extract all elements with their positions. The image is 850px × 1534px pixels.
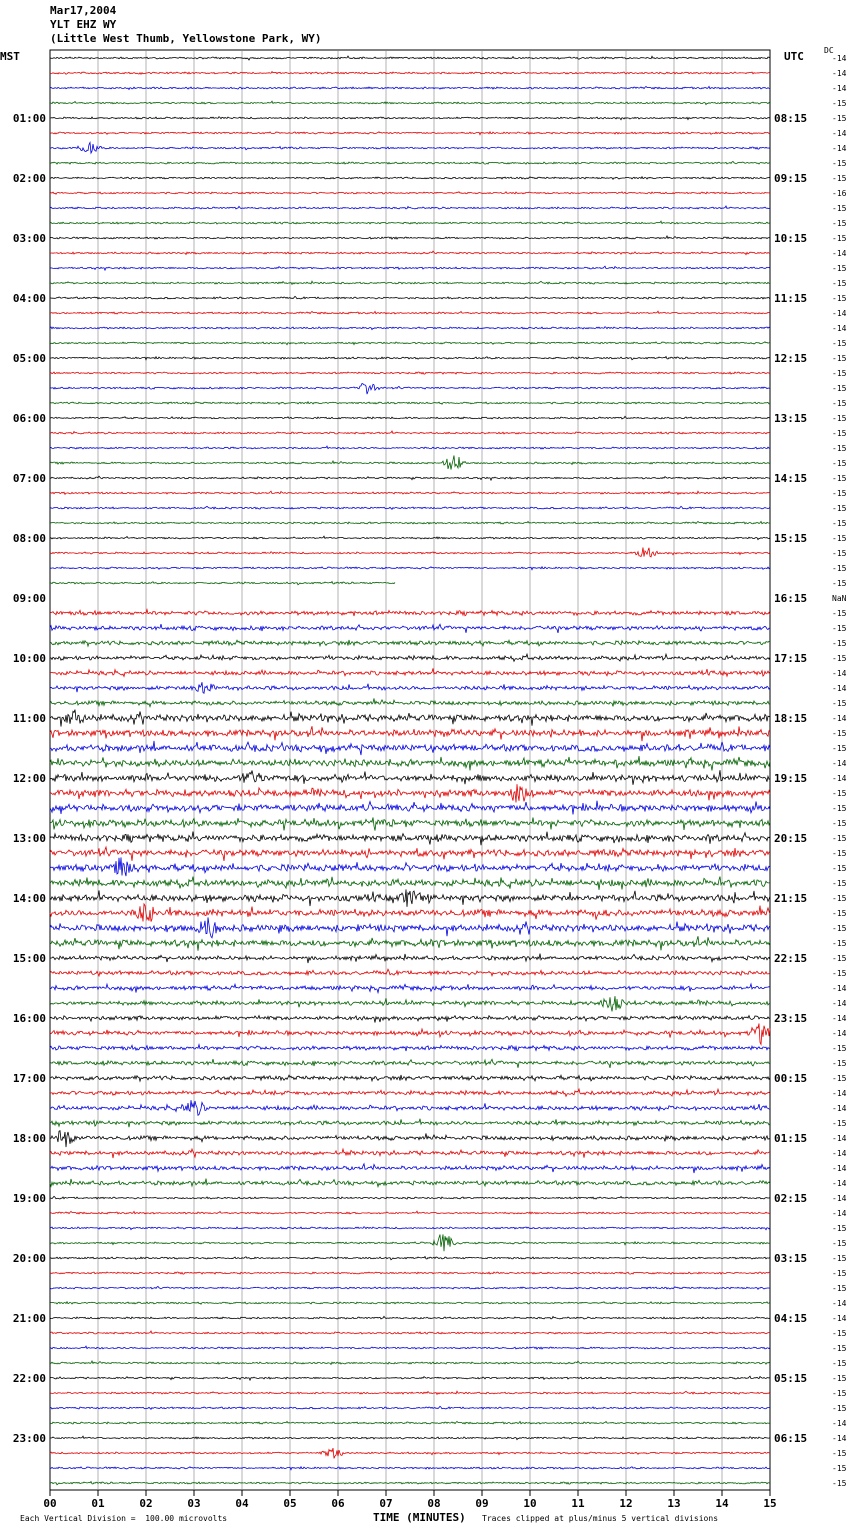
- chart-station: YLT EHZ WY: [50, 18, 117, 31]
- dc-offset-label: -15: [832, 1074, 847, 1083]
- seismic-trace: [50, 143, 770, 154]
- utc-hour-label: 21:15: [774, 892, 808, 905]
- dc-offset-label: -15: [832, 894, 847, 903]
- dc-offset-label: -15: [832, 579, 847, 588]
- seismic-trace: [50, 1234, 770, 1251]
- mst-hour-label: 07:00: [12, 472, 46, 485]
- dc-offset-label: -15: [832, 1269, 847, 1278]
- dc-offset-label: -14: [832, 1419, 847, 1428]
- utc-hour-label: 10:15: [774, 232, 808, 245]
- x-tick-label: 10: [523, 1497, 537, 1510]
- mst-hour-label: 12:00: [12, 772, 46, 785]
- dc-offset-label: -15: [832, 1044, 847, 1053]
- seismic-trace: [50, 726, 770, 741]
- seismic-trace: [50, 1391, 770, 1394]
- dc-offset-label: -14: [832, 1209, 847, 1218]
- seismic-trace: [50, 1045, 770, 1051]
- dc-offset-label: -15: [832, 519, 847, 528]
- seismic-trace: [50, 536, 770, 539]
- dc-offset-label: -14: [832, 69, 847, 78]
- dc-offset-label: -15: [832, 1449, 847, 1458]
- seismic-trace: [50, 446, 770, 449]
- dc-offset-label: -15: [832, 399, 847, 408]
- dc-offset-label: -14: [832, 309, 847, 318]
- seismic-trace: [50, 1376, 770, 1380]
- dc-offset-label: -14: [832, 1104, 847, 1113]
- seismic-trace: [50, 117, 770, 120]
- seismic-trace: [50, 969, 770, 976]
- seismic-trace: [50, 710, 770, 727]
- dc-offset-label: -15: [832, 1344, 847, 1353]
- seismic-trace: [50, 1272, 770, 1274]
- dc-offset-label: -14: [832, 684, 847, 693]
- seismic-trace: [50, 521, 770, 524]
- seismic-trace: [50, 342, 770, 345]
- seismic-trace: [50, 251, 770, 255]
- dc-offset-label: -15: [832, 1254, 847, 1263]
- dc-offset-label: -15: [832, 1239, 847, 1248]
- dc-offset-label: -15: [832, 954, 847, 963]
- utc-hour-label: 04:15: [774, 1312, 808, 1325]
- dc-offset-label: -15: [832, 369, 847, 378]
- seismic-trace: [50, 1448, 770, 1458]
- dc-offset-label: -15: [832, 1374, 847, 1383]
- dc-offset-label: -15: [832, 99, 847, 108]
- dc-offset-label: -15: [832, 174, 847, 183]
- utc-hour-label: 19:15: [774, 772, 808, 785]
- dc-offset-label: -15: [832, 1329, 847, 1338]
- dc-offset-label: -15: [832, 969, 847, 978]
- mst-hour-label: 10:00: [12, 652, 46, 665]
- dc-offset-label: -15: [832, 1119, 847, 1128]
- utc-hour-label: 15:15: [774, 532, 808, 545]
- seismic-trace: [50, 582, 395, 585]
- x-tick-label: 06: [331, 1497, 345, 1510]
- dc-offset-label: -14: [832, 1134, 847, 1143]
- utc-hour-label: 22:15: [774, 952, 808, 965]
- seismic-trace: [50, 1179, 770, 1187]
- dc-offset-label: -14: [832, 249, 847, 258]
- seismic-trace: [50, 1302, 770, 1305]
- dc-offset-label: -15: [832, 729, 847, 738]
- mst-hour-label: 19:00: [12, 1192, 46, 1205]
- seismic-trace: [50, 917, 770, 937]
- seismic-trace: [50, 877, 770, 890]
- plot-frame: [50, 50, 770, 1490]
- dc-offset-label: -15: [832, 1359, 847, 1368]
- seismic-trace: [50, 741, 770, 755]
- x-tick-label: 05: [283, 1497, 297, 1510]
- mst-hour-label: 05:00: [12, 352, 46, 365]
- seismic-trace: [50, 402, 770, 405]
- mst-hour-label: 23:00: [12, 1432, 46, 1445]
- utc-hour-label: 06:15: [774, 1432, 808, 1445]
- utc-hour-label: 00:15: [774, 1072, 808, 1085]
- seismic-trace: [50, 1149, 770, 1158]
- mst-hour-label: 06:00: [12, 412, 46, 425]
- clip-note: Traces clipped at plus/minus 5 vertical divisions: [482, 1514, 719, 1523]
- dc-offset-label: -15: [832, 939, 847, 948]
- utc-hour-label: 18:15: [774, 712, 808, 725]
- scale-note: Each Vertical Division = 100.00 microvolts: [20, 1514, 228, 1523]
- dc-offset-label: -14: [832, 84, 847, 93]
- seismic-trace: [50, 1482, 770, 1485]
- seismic-trace: [50, 101, 770, 104]
- seismic-trace: [50, 756, 770, 771]
- seismic-trace: [50, 1436, 770, 1439]
- dc-offset-label: -15: [832, 564, 847, 573]
- dc-offset-label: -16: [832, 189, 847, 198]
- seismic-trace: [50, 1331, 770, 1334]
- seismic-trace: [50, 1024, 770, 1045]
- dc-offset-label: -15: [832, 219, 847, 228]
- x-tick-label: 14: [715, 1497, 729, 1510]
- mst-hour-label: 21:00: [12, 1312, 46, 1325]
- dc-offset-label: -15: [832, 354, 847, 363]
- seismic-trace: [50, 682, 770, 693]
- x-tick-label: 00: [43, 1497, 57, 1510]
- mst-hour-label: 14:00: [12, 892, 46, 905]
- dc-offset-label: -15: [832, 459, 847, 468]
- seismic-trace: [50, 161, 770, 164]
- dc-offset-label: -15: [832, 789, 847, 798]
- seismic-trace: [50, 1361, 770, 1365]
- mst-hour-label: 22:00: [12, 1372, 46, 1385]
- mst-hour-label: 02:00: [12, 172, 46, 185]
- mst-hour-label: 15:00: [12, 952, 46, 965]
- seismic-trace: [50, 476, 770, 480]
- seismic-trace: [50, 1089, 770, 1096]
- dc-offset-label: -15: [832, 849, 847, 858]
- dc-offset-label: -15: [832, 609, 847, 618]
- dc-offset-label: -14: [832, 714, 847, 723]
- utc-hour-label: 17:15: [774, 652, 808, 665]
- dc-offset-label: -15: [832, 549, 847, 558]
- mst-hour-label: 13:00: [12, 832, 46, 845]
- dc-offset-label: -15: [832, 864, 847, 873]
- seismic-trace: [50, 236, 770, 239]
- x-tick-label: 03: [187, 1497, 201, 1510]
- seismic-trace: [50, 1227, 770, 1230]
- dc-offset-label: -14: [832, 774, 847, 783]
- x-tick-label: 01: [91, 1497, 105, 1510]
- dc-offset-label: -15: [832, 474, 847, 483]
- dc-offset-label: -15: [832, 909, 847, 918]
- seismic-trace: [50, 832, 770, 846]
- seismic-trace: [50, 431, 770, 434]
- dc-label: DC: [824, 46, 834, 55]
- dc-offset-label: -15: [832, 414, 847, 423]
- dc-offset-label: NaN: [832, 594, 847, 603]
- dc-offset-label: -14: [832, 1299, 847, 1308]
- dc-offset-label: -15: [832, 654, 847, 663]
- seismic-trace: [50, 1257, 770, 1260]
- dc-offset-label: -15: [832, 504, 847, 513]
- x-tick-label: 08: [427, 1497, 441, 1510]
- utc-axis-label: UTC: [784, 50, 804, 63]
- mst-hour-label: 09:00: [12, 592, 46, 605]
- dc-offset-label: -15: [832, 339, 847, 348]
- seismic-trace: [50, 1119, 770, 1128]
- dc-offset-label: -15: [832, 429, 847, 438]
- seismic-trace: [50, 506, 770, 509]
- x-tick-label: 04: [235, 1497, 249, 1510]
- seismic-trace: [50, 56, 770, 60]
- dc-offset-label: -14: [832, 1164, 847, 1173]
- seismic-trace: [50, 654, 770, 661]
- utc-hour-label: 14:15: [774, 472, 808, 485]
- seismic-trace: [50, 72, 770, 75]
- dc-offset-label: -15: [832, 1479, 847, 1488]
- dc-offset-label: -15: [832, 534, 847, 543]
- dc-offset-label: -15: [832, 699, 847, 708]
- dc-offset-label: -15: [832, 1224, 847, 1233]
- utc-hour-label: 11:15: [774, 292, 808, 305]
- seismic-trace: [50, 1406, 770, 1409]
- seismic-trace: [50, 384, 770, 395]
- seismic-trace: [50, 857, 770, 876]
- dc-offset-label: -14: [832, 129, 847, 138]
- dc-offset-label: -14: [832, 1434, 847, 1443]
- seismic-trace: [50, 624, 770, 633]
- dc-offset-label: -15: [832, 384, 847, 393]
- seismic-trace: [50, 1075, 770, 1081]
- seismic-trace: [50, 1421, 770, 1424]
- dc-offset-label: -15: [832, 114, 847, 123]
- dc-offset-label: -14: [832, 1089, 847, 1098]
- seismic-trace: [50, 192, 770, 194]
- dc-offset-label: -14: [832, 759, 847, 768]
- seismic-trace: [50, 610, 770, 616]
- seismic-trace: [50, 567, 770, 570]
- utc-hour-label: 05:15: [774, 1372, 808, 1385]
- x-tick-label: 15: [763, 1497, 777, 1510]
- seismic-trace: [50, 936, 770, 951]
- dc-offset-label: -15: [832, 159, 847, 168]
- dc-offset-label: -15: [832, 204, 847, 213]
- seismic-trace: [50, 281, 770, 284]
- dc-offset-label: -14: [832, 1194, 847, 1203]
- mst-hour-label: 11:00: [12, 712, 46, 725]
- dc-offset-label: -14: [832, 1314, 847, 1323]
- x-tick-label: 11: [571, 1497, 585, 1510]
- dc-offset-label: -15: [832, 744, 847, 753]
- dc-offset-label: -15: [832, 279, 847, 288]
- chart-location: (Little West Thumb, Yellowstone Park, WY): [50, 32, 322, 45]
- dc-offset-label: -14: [832, 324, 847, 333]
- x-axis-title: TIME (MINUTES): [373, 1511, 466, 1524]
- seismic-trace: [50, 548, 770, 557]
- dc-offset-label: -15: [832, 1059, 847, 1068]
- seismic-trace: [50, 1286, 770, 1289]
- mst-hour-label: 17:00: [12, 1072, 46, 1085]
- mst-hour-label: 04:00: [12, 292, 46, 305]
- seismic-trace: [50, 456, 770, 470]
- seismic-trace: [50, 817, 770, 830]
- dc-offset-label: -14: [832, 144, 847, 153]
- dc-offset-label: -14: [832, 984, 847, 993]
- dc-offset-label: -15: [832, 444, 847, 453]
- seismic-trace: [50, 984, 770, 993]
- dc-offset-label: -15: [832, 639, 847, 648]
- seismic-trace: [50, 206, 770, 209]
- seismic-trace: [50, 177, 770, 180]
- seismic-trace: [50, 1164, 770, 1173]
- seismic-trace: [50, 1211, 770, 1214]
- dc-offset-label: -15: [832, 294, 847, 303]
- utc-hour-label: 20:15: [774, 832, 808, 845]
- mst-hour-label: 08:00: [12, 532, 46, 545]
- dc-offset-label: -15: [832, 1404, 847, 1413]
- utc-hour-label: 09:15: [774, 172, 808, 185]
- mst-hour-label: 20:00: [12, 1252, 46, 1265]
- seismic-trace: [50, 996, 770, 1011]
- seismic-trace: [50, 221, 770, 224]
- seismic-trace: [50, 698, 770, 706]
- seismic-trace: [50, 491, 770, 494]
- seismic-trace: [50, 1467, 770, 1470]
- x-tick-label: 02: [139, 1497, 153, 1510]
- dc-offset-label: -14: [832, 999, 847, 1008]
- seismic-trace: [50, 889, 770, 906]
- dc-offset-label: -14: [832, 1179, 847, 1188]
- utc-hour-label: 01:15: [774, 1132, 808, 1145]
- utc-hour-label: 02:15: [774, 1192, 808, 1205]
- seismic-trace: [50, 784, 770, 802]
- dc-offset-label: -15: [832, 924, 847, 933]
- dc-offset-label: -15: [832, 1389, 847, 1398]
- dc-offset-label: -15: [832, 804, 847, 813]
- x-tick-label: 12: [619, 1497, 633, 1510]
- utc-hour-label: 12:15: [774, 352, 808, 365]
- x-tick-label: 13: [667, 1497, 681, 1510]
- dc-offset-label: -15: [832, 624, 847, 633]
- dc-offset-label: -14: [832, 1014, 847, 1023]
- seismic-trace: [50, 1059, 770, 1068]
- seismic-trace: [50, 1016, 770, 1023]
- seismic-trace: [50, 801, 770, 815]
- seismic-trace: [50, 132, 770, 135]
- seismic-trace: [50, 640, 770, 646]
- seismic-trace: [50, 1316, 770, 1319]
- dc-offset-label: -15: [832, 234, 847, 243]
- seismic-trace: [50, 296, 770, 299]
- utc-hour-label: 13:15: [774, 412, 808, 425]
- utc-hour-label: 08:15: [774, 112, 808, 125]
- seismic-trace: [50, 770, 770, 785]
- seismic-trace: [50, 1100, 770, 1115]
- dc-offset-label: -15: [832, 1464, 847, 1473]
- utc-hour-label: 03:15: [774, 1252, 808, 1265]
- utc-hour-label: 16:15: [774, 592, 808, 605]
- seismic-trace: [50, 327, 770, 330]
- seismic-trace: [50, 1131, 770, 1147]
- x-tick-label: 07: [379, 1497, 393, 1510]
- mst-hour-label: 18:00: [12, 1132, 46, 1145]
- seismic-trace: [50, 357, 770, 360]
- x-tick-label: 09: [475, 1497, 489, 1510]
- utc-hour-label: 23:15: [774, 1012, 808, 1025]
- seismic-trace: [50, 847, 770, 861]
- seismic-trace: [50, 416, 770, 419]
- mst-hour-label: 03:00: [12, 232, 46, 245]
- seismic-trace: [50, 954, 770, 964]
- seismic-trace: [50, 311, 770, 314]
- dc-offset-label: -15: [832, 819, 847, 828]
- dc-offset-label: -15: [832, 1284, 847, 1293]
- dc-offset-label: -14: [832, 54, 847, 63]
- dc-offset-label: -14: [832, 669, 847, 678]
- chart-date: Mar17,2004: [50, 4, 117, 17]
- seismic-trace: [50, 1196, 770, 1199]
- dc-offset-label: -15: [832, 879, 847, 888]
- seismic-trace: [50, 266, 770, 270]
- dc-offset-label: -14: [832, 1149, 847, 1158]
- dc-offset-label: -15: [832, 489, 847, 498]
- mst-hour-label: 16:00: [12, 1012, 46, 1025]
- mst-axis-label: MST: [0, 50, 20, 63]
- seismic-trace: [50, 668, 770, 676]
- seismic-trace: [50, 372, 770, 374]
- seismic-trace: [50, 86, 770, 89]
- dc-offset-label: -15: [832, 834, 847, 843]
- dc-offset-label: -15: [832, 264, 847, 273]
- seismic-trace: [50, 904, 770, 922]
- dc-offset-label: -14: [832, 1029, 847, 1038]
- seismic-trace: [50, 1346, 770, 1349]
- mst-hour-label: 01:00: [12, 112, 46, 125]
